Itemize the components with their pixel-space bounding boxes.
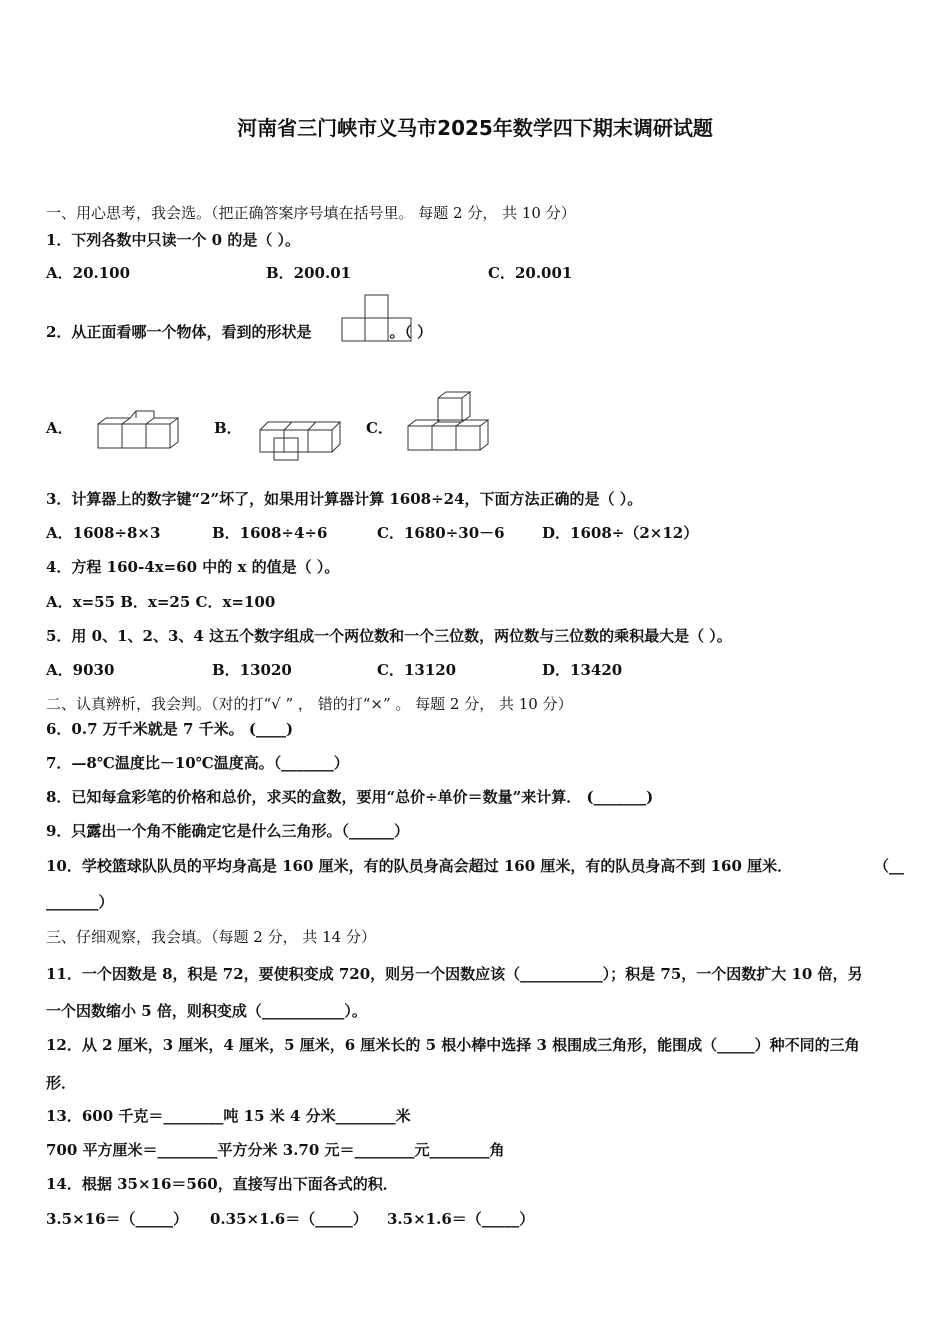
question-9: 9．只露出一个角不能确定它是什么三角形。（______） bbox=[46, 822, 409, 840]
question-11-line-2: 一个因数缩小 5 倍，则积变成（___________）。 bbox=[46, 1002, 367, 1020]
q3-option-b: B．1608÷4÷6 bbox=[212, 524, 328, 542]
section-1-heading: 一、用心思考，我会选。（把正确答案序号填在括号里。 每题 2 分， 共 10 分） bbox=[46, 204, 576, 222]
q3-option-a: A．1608÷8×3 bbox=[46, 524, 161, 542]
question-12-line-2: 形． bbox=[46, 1074, 77, 1092]
front-view-shape-icon bbox=[341, 293, 415, 343]
question-6: 6．0.7 万千米就是 7 千米。 (____) bbox=[46, 720, 294, 738]
section-2-heading: 二、认真辨析，我会判。（对的打“√ ” ， 错的打“×” 。 每题 2 分， 共 10 分） bbox=[46, 695, 573, 713]
question-13-line-1: 13．600 千克＝________吨 15 米 4 分米________米 bbox=[46, 1107, 411, 1125]
q2-text-before: 2．从正面看哪一个物体，看到的形状是 bbox=[46, 323, 312, 341]
q2-option-c-solid-icon bbox=[406, 390, 490, 456]
q2-option-b: B． bbox=[214, 419, 242, 437]
q14-item-3: 3.5×1.6＝（_____） bbox=[387, 1210, 535, 1228]
q14-item-1: 3.5×16＝（_____） bbox=[46, 1210, 189, 1228]
question-14: 14．根据 35×16＝560，直接写出下面各式的积． bbox=[46, 1175, 398, 1193]
q3-option-c: C．1680÷30－6 bbox=[377, 524, 505, 542]
q1-option-c: C．20.001 bbox=[488, 264, 573, 282]
question-1: 1．下列各数中只读一个 0 的是（ ）。 bbox=[46, 231, 301, 249]
question-7: 7．—8℃温度比－10℃温度高。（_______） bbox=[46, 754, 349, 772]
q5-option-c: C．13120 bbox=[377, 661, 457, 679]
question-5: 5．用 0、1、2、3、4 这五个数字组成一个两位数和一个三位数，两位数与三位数的乘积最大是（ ）。 bbox=[46, 627, 732, 645]
question-10-line-1: 10．学校篮球队队员的平均身高是 160 厘米，有的队员身高会超过 160 厘米，有的队员身高不到 160 厘米． bbox=[46, 857, 793, 875]
question-12-line-1: 12．从 2 厘米，3 厘米，4 厘米，5 厘米，6 厘米长的 5 根小棒中选择 3 根围成三角形，能围成（_____）种不同的三角 bbox=[46, 1036, 860, 1054]
q4-options: A．x=55 B．x=25 C．x=100 bbox=[46, 593, 276, 611]
q5-option-b: B．13020 bbox=[212, 661, 292, 679]
question-8: 8．已知每盒彩笔的价格和总价，求买的盒数，要用“总价÷单价＝数量”来计算． (_______) bbox=[46, 788, 654, 806]
question-11-line-1: 11．一个因数是 8，积是 72，要使积变成 720，则另一个因数应该（___________）；积是 75，一个因数扩大 10 倍，另 bbox=[46, 965, 863, 983]
q2-text-after: 。（ ） bbox=[389, 323, 433, 341]
q5-option-d: D．13420 bbox=[542, 661, 623, 679]
section-3-heading: 三、仔细观察，我会填。（每题 2 分， 共 14 分） bbox=[46, 928, 376, 946]
page-title: 河南省三门峡市义马市2025年数学四下期末调研试题 bbox=[237, 116, 713, 140]
question-13-line-2: 700 平方厘米＝________平方分米 3.70 元＝________元________角 bbox=[46, 1141, 505, 1159]
q1-option-b: B．200.01 bbox=[266, 264, 352, 282]
q2-option-a: A． bbox=[46, 419, 73, 437]
question-10-blank-start: （__ bbox=[874, 857, 905, 875]
q14-item-2: 0.35×1.6＝（_____） bbox=[210, 1210, 368, 1228]
q1-option-a: A．20.100 bbox=[46, 264, 131, 282]
q3-option-d: D．1608÷（2×12） bbox=[542, 524, 699, 542]
question-4: 4．方程 160-4x=60 中的 x 的值是（ ）。 bbox=[46, 558, 340, 576]
q2-option-b-solid-icon bbox=[258, 416, 342, 462]
question-10-line-2: _______） bbox=[46, 893, 114, 911]
q2-option-a-solid-icon bbox=[96, 408, 176, 452]
q2-option-c: C． bbox=[366, 419, 393, 437]
question-3: 3．计算器上的数字键“2”坏了，如果用计算器计算 1608÷24，下面方法正确的是（ ）。 bbox=[46, 490, 643, 508]
q5-option-a: A．9030 bbox=[46, 661, 115, 679]
